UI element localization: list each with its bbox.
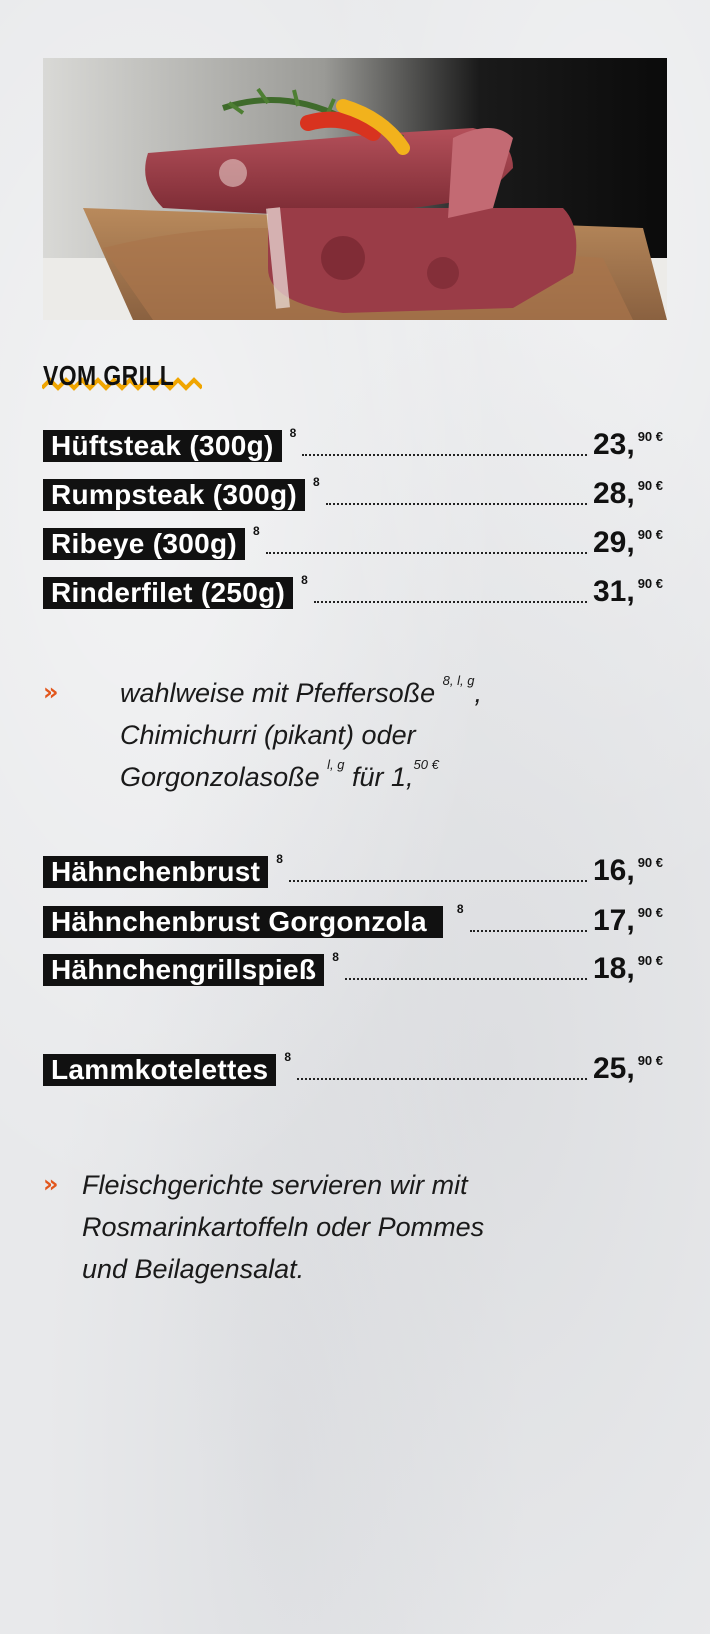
sauce-note [120, 672, 482, 798]
price-cents: 90 € [637, 953, 663, 968]
allergen-sup: 8, l, g [442, 673, 475, 688]
steak-photo [43, 58, 667, 320]
allergen-code: 8 [301, 573, 308, 587]
menu-row [43, 902, 663, 938]
price-cents: 90 € [637, 905, 663, 920]
steak-illustration [43, 58, 667, 320]
price-cents: 90 € [637, 855, 663, 870]
dot-leader [297, 1077, 587, 1080]
price-main: 23, [592, 428, 635, 461]
price [593, 428, 663, 462]
dot-leader [470, 929, 587, 932]
price-main: 18, [592, 952, 635, 985]
price [593, 904, 663, 938]
price-main: 16, [592, 854, 635, 887]
note-text: , [474, 678, 482, 708]
allergen-code: 8 [313, 475, 320, 489]
price [593, 952, 663, 986]
menu-row [43, 852, 663, 888]
note-text: für 1, [352, 762, 414, 792]
price-cents: 90 € [637, 429, 663, 444]
dot-leader [326, 502, 587, 505]
allergen-code: 8 [276, 852, 283, 866]
price-sup: 50 € [413, 757, 439, 772]
menu-row [43, 950, 663, 986]
note-text: Gorgonzolasoße [120, 762, 320, 792]
menu-row [43, 524, 663, 560]
price-main: 31, [592, 575, 635, 608]
dot-leader [314, 600, 587, 603]
note-text: wahlweise mit Pfeffersoße [120, 678, 436, 708]
item-name: Hähnchenbrust [43, 856, 268, 888]
allergen-code: 8 [252, 524, 260, 538]
price-cents: 90 € [637, 576, 663, 591]
side-note-line-2: Rosmarinkartoffeln oder Pommes [82, 1212, 485, 1242]
side-note-line-1: Fleischgerichte servieren wir mit [82, 1170, 468, 1200]
price-main: 29, [592, 526, 635, 559]
dot-leader [345, 977, 587, 980]
item-name: Hähnchenbrust Gorgonzola [43, 906, 443, 938]
item-name: Hüftsteak (300g) [43, 430, 282, 462]
allergen-code: 8 [332, 950, 339, 964]
price [593, 575, 663, 609]
note-marker: » [43, 678, 59, 706]
price-main: 25, [592, 1052, 635, 1085]
menu-row [43, 1050, 663, 1086]
price-cents: 90 € [637, 478, 663, 493]
menu-row [43, 475, 663, 511]
price [593, 477, 663, 511]
sauce-note-line-1 [120, 672, 482, 714]
price-cents: 90 € [637, 527, 663, 542]
item-name: Rinderfilet (250g) [43, 577, 293, 609]
allergen-code: 8 [284, 1050, 292, 1064]
sauce-note-line-3 [120, 756, 482, 798]
dot-leader [302, 453, 587, 456]
menu-row [43, 573, 663, 609]
allergen-code: 8 [456, 902, 464, 916]
price [593, 854, 663, 888]
allergen-sup: l, g [327, 757, 345, 772]
price-cents: 90 € [637, 1053, 663, 1068]
menu-row [43, 426, 663, 462]
section-title: VOM GRILL [43, 360, 175, 391]
price-main: 17, [592, 904, 635, 937]
side-note-line-3: und Beilagensalat. [82, 1254, 305, 1284]
price-main: 28, [592, 477, 635, 510]
price [593, 526, 663, 560]
side-dish-note [82, 1164, 484, 1290]
sauce-note-line-2: Chimichurri (pikant) oder [120, 720, 416, 750]
dot-leader [266, 551, 587, 554]
dot-leader [289, 879, 587, 882]
allergen-code: 8 [289, 426, 297, 440]
item-name: Ribeye (300g) [43, 528, 245, 560]
price [593, 1052, 663, 1086]
item-name: Lammkotelettes [43, 1054, 276, 1086]
item-name: Rumpsteak (300g) [43, 479, 305, 511]
item-name: Hähnchengrillspieß [43, 954, 324, 986]
note-marker: » [43, 1170, 59, 1198]
